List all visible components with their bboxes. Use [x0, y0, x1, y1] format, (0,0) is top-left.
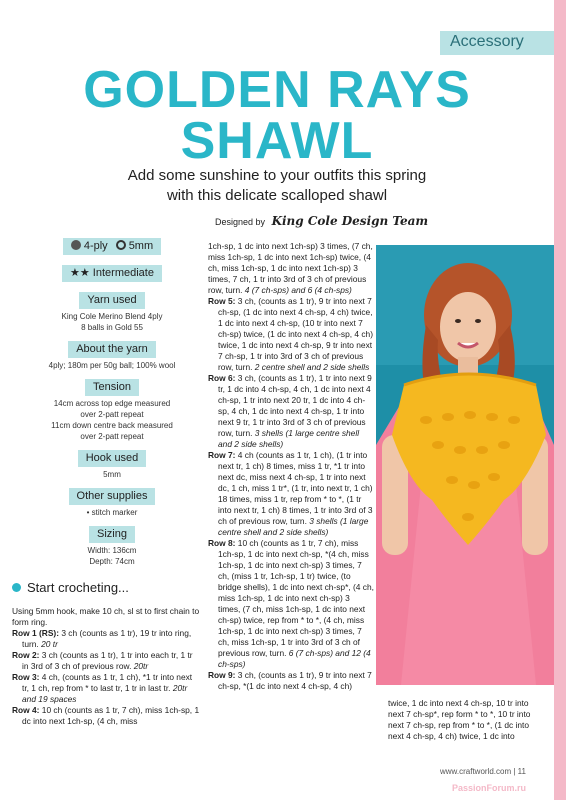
instructions-column-2	[208, 241, 374, 692]
pattern-row	[12, 650, 200, 672]
pattern-row	[208, 670, 374, 692]
section-tag-label: Accessory	[450, 33, 524, 50]
section-tag	[440, 31, 554, 55]
other-supplies-text: • stitch marker	[86, 508, 138, 517]
tension-heading: Tension	[85, 379, 139, 396]
row-stitch-count: 3 shells (1 large centre shell and 2 side shells)	[218, 516, 369, 537]
row-label: Row 4:	[12, 705, 40, 715]
column3-text: twice, 1 dc into next 4 ch-sp, 10 tr into next 7 ch-sp*, rep form * to *, 10 tr into next 7 ch-sp, rep from * to *, (1 dc into next 4 ch-sp, 4 ch) twice, 1 dc into	[388, 698, 531, 741]
row-label: Row 8:	[208, 538, 236, 548]
model-wearing-shawl-image	[376, 245, 554, 685]
tension-line4: over 2-patt repeat	[80, 432, 144, 441]
sizing-depth: Depth: 74cm	[89, 557, 135, 566]
row-stitch-count: 2 centre shell and 2 side shells	[254, 362, 370, 372]
weight-hook-badge	[63, 238, 161, 255]
level-badge: ★★ Intermediate	[62, 265, 162, 282]
row-text: 3 ch, (counts as 1 tr), 1 tr into next 9 tr, 1 dc into 4 ch-sp, 4 ch, 1 dc into next 4 ch-sp, 1 tr into next 20 tr, 1 dc into 4 ch-sp, 4 ch, 1 dc into next 4 ch-sp, 1 tr into next 9 tr, 1 tr into 3rd of 3 ch of previous row, turn.	[218, 373, 372, 438]
pattern-row	[208, 373, 374, 450]
yarn-used-heading: Yarn used	[79, 292, 144, 309]
start-heading	[12, 580, 129, 595]
row-stitch-count: 20 tr	[41, 639, 58, 649]
page-title-line2: SHAWL	[180, 112, 374, 170]
row-stitch-count: 4 (7 ch-sps) and 6 (4 ch-sps)	[244, 285, 352, 295]
yarn-used-line2: 8 balls in Gold 55	[81, 323, 143, 332]
tension-line2: over 2-patt repeat	[80, 410, 144, 419]
row-label: Row 7:	[208, 450, 236, 460]
model-photo	[376, 245, 554, 685]
page-edge-stripe	[554, 0, 566, 800]
pattern-info-sidebar	[24, 238, 200, 567]
pattern-row	[208, 296, 374, 373]
designer-byline	[215, 214, 428, 228]
row-stitch-count: 20tr	[133, 661, 149, 671]
row-label: Row 3:	[12, 672, 40, 682]
bullet-dot-icon	[12, 583, 21, 592]
sizing-width: Width: 136cm	[87, 546, 137, 555]
weight-label: 4-ply	[83, 240, 108, 252]
row-stitch-count: 3 shells (1 large centre shell and 2 side shells)	[218, 428, 360, 449]
pattern-row	[12, 705, 200, 727]
intro-text: Using 5mm hook, make 10 ch, sl st to first chain to form ring.	[12, 606, 200, 627]
row-label: Row 6:	[208, 373, 236, 383]
row-stitch-count: 6 (7 ch-sps) and 12 (4 ch-sps)	[218, 648, 371, 669]
instructions-column-3	[388, 698, 546, 742]
row-text: 1ch-sp, 1 dc into next 1ch-sp) 3 times, (7 ch, miss 1ch-sp, 1 dc into next 1ch-sp) twice, (4 ch, miss 1ch-sp, 1 dc into next 1ch-sp) 3 times, 7 ch, 1 tr into 3rd of 3 ch of previous row, turn.	[208, 241, 373, 295]
designed-by-label: Designed by	[215, 217, 266, 227]
row-label: Row 2:	[12, 650, 40, 660]
page-footer: www.craftworld.com | 11	[440, 767, 526, 776]
row-text: 3 ch, (counts as 1 tr), 9 tr into next 7 ch-sp, *(1 dc into next 4 ch-sp, 4 ch)	[218, 670, 372, 691]
tension-line1: 14cm across top edge measured	[53, 399, 171, 408]
yarn-used-line1: King Cole Merino Blend 4ply	[61, 312, 163, 321]
row-text: 3 ch, (counts as 1 tr), 9 tr into next 7 ch-sp, (1 dc into next 4 ch-sp, 4 ch) twice, 1 dc into next 4 ch-sp, (10 tr into next 7 ch-sp) twice, (1 dc into next 4 ch-sp, 4 ch) twice, 1 dc into next 4 ch-sp, 9 tr into next 7 ch-sp, 1 tr into 3rd of 3 ch of previous row, turn.	[218, 296, 373, 372]
subtitle-line1: Add some sunshine to your outfits this spring	[127, 167, 427, 184]
row-label: Row 1 (RS):	[12, 628, 59, 638]
pattern-row	[12, 672, 200, 705]
row-text: 10 ch (counts as 1 tr, 7 ch), miss 1ch-sp, 1 dc into next ch-sp, *(4 ch, miss 1ch-sp, 1 dc into next ch-sp) 3 times, 7 ch, (miss 1 tr, 1ch-sp, 1 tr) twice, (to bridge shells), 1 dc into next ch-sp*, (4 ch, miss 1ch-sp, 1 dc into next ch-sp) 3 times, (7 ch, miss 1ch-sp, 1 dc into next ch-sp) twice, rep from * to *, (4 ch, miss 1ch-sp, 1 dc into next ch-sp) 3 times, 7 ch, miss 1ch-sp, 1 tr into 3rd of 3 ch of previous row, turn.	[218, 538, 374, 658]
about-yarn-text: 4ply; 180m per 50g ball; 100% wool	[48, 361, 176, 370]
pattern-row	[208, 241, 374, 296]
pattern-row	[208, 450, 374, 538]
designer-name: King Cole Design Team	[271, 214, 429, 228]
hook-icon	[116, 240, 126, 250]
row-label: Row 9:	[208, 670, 236, 680]
page-title-line1: GOLDEN RAYS	[83, 61, 471, 119]
row-text: 3 ch (counts as 1 tr), 1 tr into each tr, 1 tr in 3rd of 3 ch of previous row.	[22, 650, 193, 671]
sizing-heading: Sizing	[89, 526, 135, 543]
row-text: 4 ch, (counts as 1 tr, 1 ch), *1 tr into next tr, 1 ch, rep from * to last tr, 1 tr in last tr.	[22, 672, 193, 693]
instructions-column-1	[12, 606, 200, 727]
subtitle	[0, 166, 554, 206]
yarn-ball-icon	[71, 240, 81, 250]
hook-used-text: 5mm	[103, 470, 121, 479]
watermark: PassionForum.ru	[452, 783, 527, 793]
other-supplies-heading: Other supplies	[69, 488, 156, 505]
pattern-row	[208, 538, 374, 670]
hook-badge-label: 5mm	[128, 240, 154, 252]
row-text: 3 ch (counts as 1 tr), 19 tr into ring, turn.	[22, 628, 192, 649]
row-text: 10 ch (counts as 1 tr, 7 ch), miss 1ch-sp, 1 dc into next 1ch-sp, (4 ch, miss	[22, 705, 200, 726]
about-yarn-heading: About the yarn	[68, 341, 156, 358]
start-heading-text: Start crocheting...	[27, 580, 129, 595]
row-stitch-count: 20tr and 19 spaces	[22, 683, 188, 704]
pattern-row	[12, 628, 200, 650]
row-label: Row 5:	[208, 296, 236, 306]
subtitle-line2: with this delicate scalloped shawl	[166, 187, 388, 204]
tension-line3: 11cm down centre back measured	[51, 421, 173, 430]
hook-used-heading: Hook used	[78, 450, 147, 467]
row-text: 4 ch (counts as 1 tr, 1 ch), (1 tr into next tr, 1 ch) 8 times, miss 1 tr, *1 tr into next dc, miss next 4 ch-sp, 1 tr into next dc, 1 ch, miss 1 tr*, (1 tr, into next tr, 1 ch) 18 times, miss 1 tr, rep from * to *, (1 tr into next tr, 1 ch) 8 times, 1 tr into 3rd of 3 ch of previous row, turn.	[218, 450, 373, 526]
